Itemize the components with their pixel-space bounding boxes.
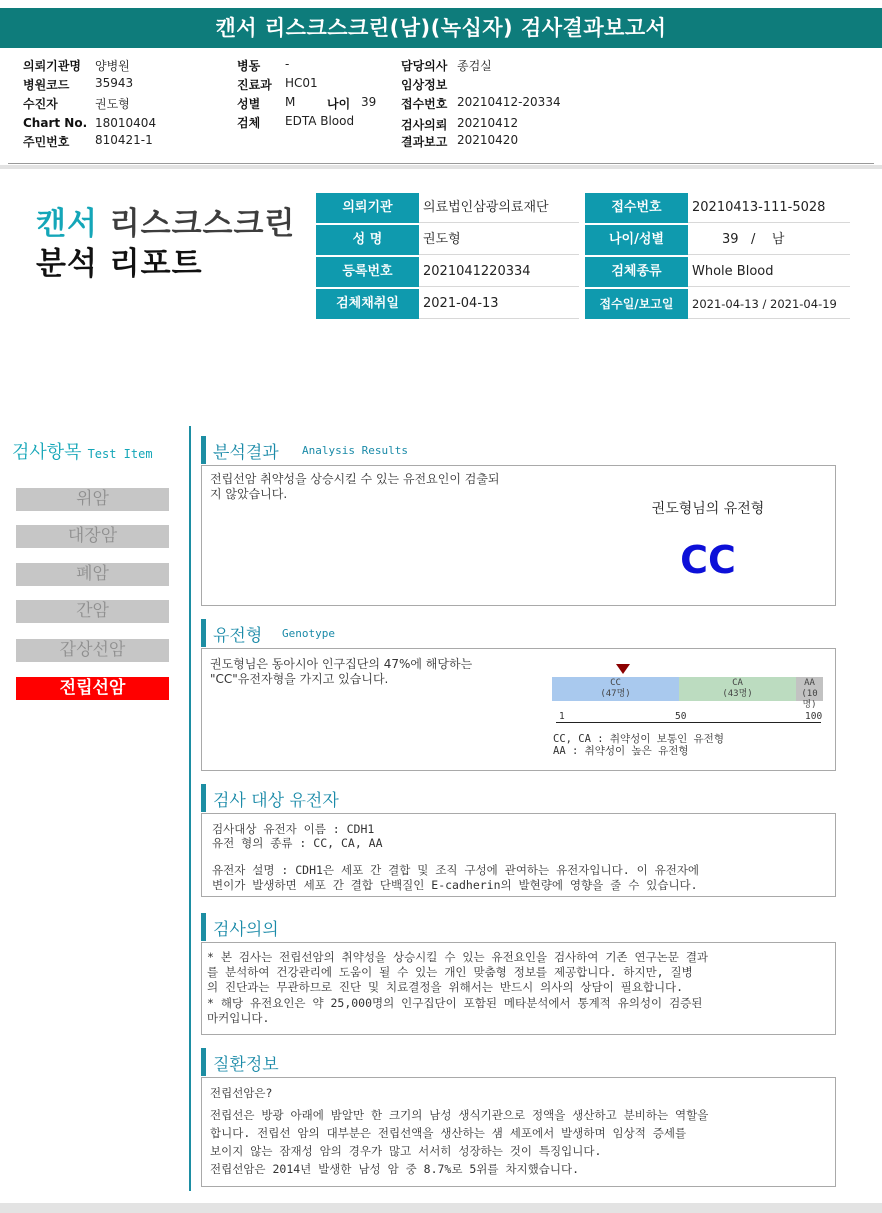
genotype-legend-line: CC, CA : 취약성이 보통인 유전형 bbox=[553, 733, 724, 745]
header-value: 20210412-20334 bbox=[457, 95, 561, 109]
sidebar-item-lung[interactable]: 폐암 bbox=[16, 563, 169, 586]
sidebar-title bbox=[12, 438, 153, 464]
axis-tick: 50 bbox=[675, 711, 687, 722]
section-title-en: Genotype bbox=[282, 627, 335, 640]
header-value: 810421-1 bbox=[95, 133, 153, 147]
section-title: 분석결과 bbox=[213, 443, 279, 463]
divider bbox=[0, 165, 882, 169]
info-value: 2021-04-13 / 2021-04-19 bbox=[688, 289, 850, 319]
brand-title-line2: 분석 리포트 bbox=[36, 246, 203, 282]
divider bbox=[8, 163, 874, 164]
bottom-strip bbox=[0, 1203, 882, 1213]
header-label: 성별 bbox=[237, 97, 261, 111]
distribution-segment-aa bbox=[796, 677, 823, 710]
section-bar bbox=[201, 913, 206, 941]
section-title-en: Analysis Results bbox=[302, 444, 408, 457]
header-label: 임상정보 bbox=[401, 78, 448, 92]
header-value: 18010404 bbox=[95, 116, 157, 130]
header-label: 검체 bbox=[237, 116, 261, 130]
brand-word-riskscreen: 리스크스크린 bbox=[109, 206, 296, 242]
section-bar bbox=[201, 784, 206, 812]
genotype-marker-icon bbox=[616, 664, 630, 674]
header-value: 권도형 bbox=[95, 97, 130, 111]
header-value: 20210412 bbox=[457, 116, 519, 130]
header-label: 담당의사 bbox=[401, 59, 448, 73]
distribution-segment-ca bbox=[679, 677, 796, 701]
info-value: 2021041220334 bbox=[419, 257, 579, 287]
segment-name: AA bbox=[804, 678, 815, 688]
disease-line: 합니다. 전립선 암의 대부분은 전립선액을 생산하는 샘 세포에서 발생하며 임상적 증세를 bbox=[210, 1126, 687, 1140]
section-bar bbox=[201, 436, 206, 464]
analysis-text-line: 전립선암 취약성을 상승시킬 수 있는 유전요인이 검출되 bbox=[210, 472, 500, 486]
info-value: 2021-04-13 bbox=[419, 289, 579, 319]
header-value: HC01 bbox=[285, 76, 318, 90]
section-title: 질환정보 bbox=[213, 1055, 279, 1075]
header-label: 접수번호 bbox=[401, 97, 448, 111]
header-value: - bbox=[285, 57, 290, 71]
axis-line bbox=[556, 722, 821, 723]
header-value: 종검실 bbox=[457, 59, 492, 73]
info-label: 의뢰기관 bbox=[316, 193, 419, 223]
info-value: Whole Blood bbox=[688, 257, 850, 287]
header-value: 35943 bbox=[95, 76, 134, 90]
gene-line: 검사대상 유전자 이름 : CDH1 bbox=[212, 822, 375, 836]
report-title: 캔서 리스크스크린(남)(녹십자) 검사결과보고서 bbox=[0, 8, 882, 48]
section-bar bbox=[201, 619, 206, 647]
meaning-line: 를 분석하여 건강관리에 도움이 될 수 있는 개인 맞춤형 정보를 제공합니다. 하지만, 질병 bbox=[207, 965, 693, 979]
header-label: 의뢰기관명 bbox=[23, 59, 81, 73]
header-label: Chart No. bbox=[23, 116, 88, 130]
segment-count: (43명) bbox=[722, 689, 753, 699]
meaning-line: 마커입니다. bbox=[207, 1011, 270, 1025]
genotype-text-line: 권도형님은 동아시아 인구집단의 47%에 해당하는 bbox=[210, 657, 473, 671]
genotype-caption: 권도형님의 유전형 bbox=[651, 501, 765, 517]
header-label: 병동 bbox=[237, 59, 261, 73]
info-value: 39 / 남 bbox=[688, 225, 850, 255]
segment-name: CC bbox=[610, 678, 621, 688]
segment-name: CA bbox=[732, 678, 743, 688]
disease-line: 보이지 않는 잠재성 암의 경우가 많고 서서히 성장하는 것이 특징입니다. bbox=[210, 1144, 602, 1158]
info-label: 등록번호 bbox=[316, 257, 419, 287]
gene-line: 유전 형의 종류 : CC, CA, AA bbox=[212, 836, 383, 850]
analysis-text-line: 지 않았습니다. bbox=[210, 487, 288, 501]
header-label: 검사의뢰 bbox=[401, 118, 448, 132]
disease-line: 전립선암은 2014년 발생한 남성 암 중 8.7%로 5위를 차지했습니다. bbox=[210, 1162, 580, 1176]
sidebar-item-thyroid[interactable]: 갑상선암 bbox=[16, 639, 169, 662]
vertical-divider bbox=[189, 426, 191, 1191]
header-label: 결과보고 bbox=[401, 135, 448, 149]
brand-word-cancer: 캔서 bbox=[36, 206, 98, 242]
gene-desc-line: 변이가 발생하면 세포 간 결합 단백질인 E-cadherin의 발현량에 영향을 줄 수 있습니다. bbox=[212, 878, 698, 892]
section-title: 검사 대상 유전자 bbox=[213, 791, 339, 811]
sidebar-item-prostate[interactable]: 전립선암 bbox=[16, 677, 169, 700]
header-value: M bbox=[285, 95, 296, 109]
info-value: 권도형 bbox=[419, 225, 579, 255]
header-label: 진료과 bbox=[237, 78, 272, 92]
sidebar-title-en: Test Item bbox=[87, 447, 153, 461]
axis-tick: 1 bbox=[559, 711, 565, 722]
genotype-legend-line: AA : 취약성이 높은 유전형 bbox=[553, 745, 689, 757]
section-title: 검사의의 bbox=[213, 920, 279, 940]
gene-desc-line: 유전자 설명 : CDH1은 세포 간 결합 및 조직 구성에 관여하는 유전자입니다. 이 유전자에 bbox=[212, 863, 700, 877]
axis-tick: 100 bbox=[805, 711, 823, 722]
info-label: 검체채취일 bbox=[316, 289, 419, 319]
sidebar-item-stomach[interactable]: 위암 bbox=[16, 488, 169, 511]
info-label: 접수일/보고일 bbox=[585, 289, 688, 319]
sidebar-title-ko: 검사항목 bbox=[12, 442, 82, 463]
meaning-line: 의 진단과는 무관하므로 진단 및 치료결정을 위해서는 반드시 의사의 상담이 필요합니다. bbox=[207, 980, 684, 994]
header-label: 병원코드 bbox=[23, 78, 70, 92]
header-value: 양병원 bbox=[95, 59, 130, 73]
info-label: 검체종류 bbox=[585, 257, 688, 287]
sidebar-item-colon[interactable]: 대장암 bbox=[16, 525, 169, 548]
info-label: 나이/성별 bbox=[585, 225, 688, 255]
disease-line: 전립선은 방광 아래에 밤알만 한 크기의 남성 생식기관으로 정액을 생산하고 분비하는 역할을 bbox=[210, 1108, 709, 1122]
header-value: 39 bbox=[361, 95, 377, 109]
info-value: 의료법인삼광의료재단 bbox=[419, 193, 579, 223]
section-title: 유전형 bbox=[213, 626, 263, 646]
info-label: 접수번호 bbox=[585, 193, 688, 223]
header-label: 수진자 bbox=[23, 97, 58, 111]
meaning-line: * 해당 유전요인은 약 25,000명의 인구집단이 포함된 메타분석에서 통계적 유의성이 검증된 bbox=[207, 996, 703, 1010]
info-label: 성 명 bbox=[316, 225, 419, 255]
section-bar bbox=[201, 1048, 206, 1076]
genotype-value: CC bbox=[680, 538, 736, 582]
header-label: 나이 bbox=[327, 97, 351, 111]
header-value: 20210420 bbox=[457, 133, 519, 147]
genotype-text-line: "CC"유전자형을 가지고 있습니다. bbox=[210, 672, 389, 686]
header-value: EDTA Blood bbox=[285, 114, 355, 128]
disease-question: 전립선암은? bbox=[210, 1086, 273, 1100]
info-value: 20210413-111-5028 bbox=[688, 193, 850, 223]
segment-count: (10명) bbox=[801, 689, 818, 710]
distribution-segment-cc bbox=[552, 677, 679, 701]
segment-count: (47명) bbox=[600, 689, 631, 699]
brand-title-line1 bbox=[36, 198, 295, 243]
header-label: 주민번호 bbox=[23, 135, 70, 149]
meaning-line: * 본 검사는 전립선암의 취약성을 상승시킬 수 있는 유전요인을 검사하여 기존 연구논문 결과 bbox=[207, 950, 709, 964]
sidebar-item-liver[interactable]: 간암 bbox=[16, 600, 169, 623]
